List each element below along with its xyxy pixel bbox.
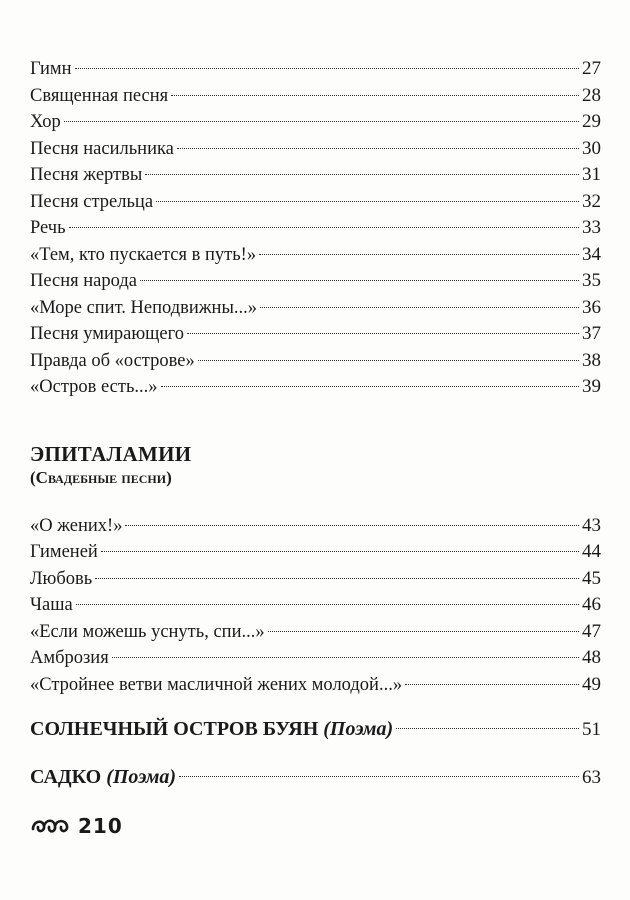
dot-leader (64, 121, 579, 122)
toc-entry-title: Правда об «острове» (30, 350, 195, 371)
dot-leader (179, 776, 579, 777)
dot-leader (69, 227, 579, 228)
toc-list-part1 (30, 56, 601, 401)
dot-leader (95, 578, 579, 579)
dot-leader (112, 657, 579, 658)
toc-entry (30, 109, 601, 136)
toc-entry (30, 321, 601, 348)
toc-entry-page: 28 (582, 84, 601, 106)
toc-entry (30, 295, 601, 322)
dot-leader (156, 201, 579, 202)
toc-entry (30, 83, 601, 110)
toc-entry-page: 29 (582, 111, 601, 132)
toc-entry-page: 37 (582, 323, 601, 344)
toc-entry-page: 32 (582, 190, 601, 212)
toc-entry-title: «Если можешь уснуть, спи...» (30, 621, 265, 642)
toc-entry-page: 39 (582, 376, 601, 397)
toc-major-entry (30, 714, 601, 744)
toc-entry-page: 33 (582, 217, 601, 238)
toc-major-title (30, 714, 394, 744)
section-subtitle: (Свадебные песни) (30, 467, 172, 487)
toc-entry-title: «Остров есть...» (30, 377, 158, 397)
toc-entry-page: 35 (582, 270, 601, 291)
toc-entry-page: 51 (582, 719, 601, 740)
toc-entry-page: 46 (582, 594, 601, 615)
toc-entry-title: Гимн (30, 59, 72, 79)
toc-entry-title: Песня стрельца (30, 191, 154, 212)
dot-leader (396, 728, 579, 729)
toc-entry-page: 38 (582, 349, 601, 371)
toc-entry-title: Амброзия (30, 648, 109, 668)
dot-leader (177, 148, 579, 149)
swirl-ornament-icon (30, 815, 70, 837)
dot-leader (161, 386, 579, 387)
toc-entry-page: 36 (582, 296, 601, 318)
toc-entry (30, 539, 601, 566)
dot-leader (75, 68, 580, 69)
toc-major-title (30, 762, 177, 792)
toc-entry (30, 136, 601, 163)
toc-entry-page: 43 (582, 514, 601, 536)
toc-entry (30, 162, 601, 189)
toc-entry-title: Священная песня (30, 85, 169, 106)
toc-entry-page: 49 (582, 673, 601, 695)
dot-leader (171, 95, 579, 96)
toc-entry-title: Речь (30, 218, 66, 238)
toc-entry (30, 268, 601, 295)
toc-entry (30, 645, 601, 672)
toc-entry-page: 47 (582, 620, 601, 642)
toc-list-part2 (30, 513, 601, 699)
toc-entry-page: 63 (582, 767, 601, 788)
toc-entry-page: 31 (582, 164, 601, 185)
dot-leader (198, 360, 579, 361)
toc-entry-title: Песня умирающего (30, 324, 185, 344)
table-of-contents (30, 56, 601, 792)
toc-entry (30, 242, 601, 269)
major-subtype: (Поэма) (323, 718, 394, 740)
major-subtype: (Поэма) (106, 766, 177, 788)
toc-entry-title: Чаша (30, 595, 73, 615)
toc-entry-title: «Тем, кто пускается в путь!» (30, 244, 257, 265)
toc-entry (30, 189, 601, 216)
toc-entry-title: Песня жертвы (30, 165, 143, 185)
toc-entry (30, 215, 601, 242)
toc-entry-page: 34 (582, 243, 601, 265)
dot-leader (125, 525, 579, 526)
toc-entry-page: 45 (582, 567, 601, 589)
toc-entry-page: 27 (582, 58, 601, 79)
toc-entry-title: Хор (30, 112, 61, 132)
major-title-text: САДКО (30, 766, 102, 788)
toc-entry (30, 619, 601, 646)
toc-entry (30, 592, 601, 619)
toc-entry-page: 44 (582, 541, 601, 562)
dot-leader (140, 280, 579, 281)
dot-leader (268, 631, 579, 632)
toc-entry (30, 566, 601, 593)
toc-entry-title: Гименей (30, 542, 98, 562)
major-title-text: СОЛНЕЧНЫЙ ОСТРОВ БУЯН (30, 718, 319, 740)
dot-leader (405, 684, 579, 685)
page-number: 210 (78, 814, 123, 838)
toc-entry-title: «Стройнее ветви масличной жених молодой...» (30, 674, 403, 695)
toc-entry-title: «О жених!» (30, 515, 123, 536)
dot-leader (101, 551, 579, 552)
toc-entry (30, 56, 601, 83)
toc-entry-title: Песня народа (30, 271, 137, 291)
toc-entry (30, 672, 601, 699)
toc-entry-title: «Море спит. Неподвижны...» (30, 297, 258, 318)
dot-leader (259, 254, 579, 255)
toc-entry (30, 513, 601, 540)
toc-major-entry (30, 762, 601, 792)
toc-entry-page: 30 (582, 137, 601, 159)
dot-leader (76, 604, 579, 605)
page-footer (30, 814, 123, 838)
toc-entry (30, 374, 601, 401)
section-title: ЭПИТАЛАМИИ (30, 441, 192, 466)
dot-leader (260, 307, 579, 308)
dot-leader (187, 333, 579, 334)
toc-entry-title: Песня насильника (30, 138, 174, 159)
dot-leader (145, 174, 579, 175)
toc-entry-title: Любовь (30, 568, 93, 589)
toc-entry (30, 348, 601, 375)
toc-entry-page: 48 (582, 647, 601, 668)
